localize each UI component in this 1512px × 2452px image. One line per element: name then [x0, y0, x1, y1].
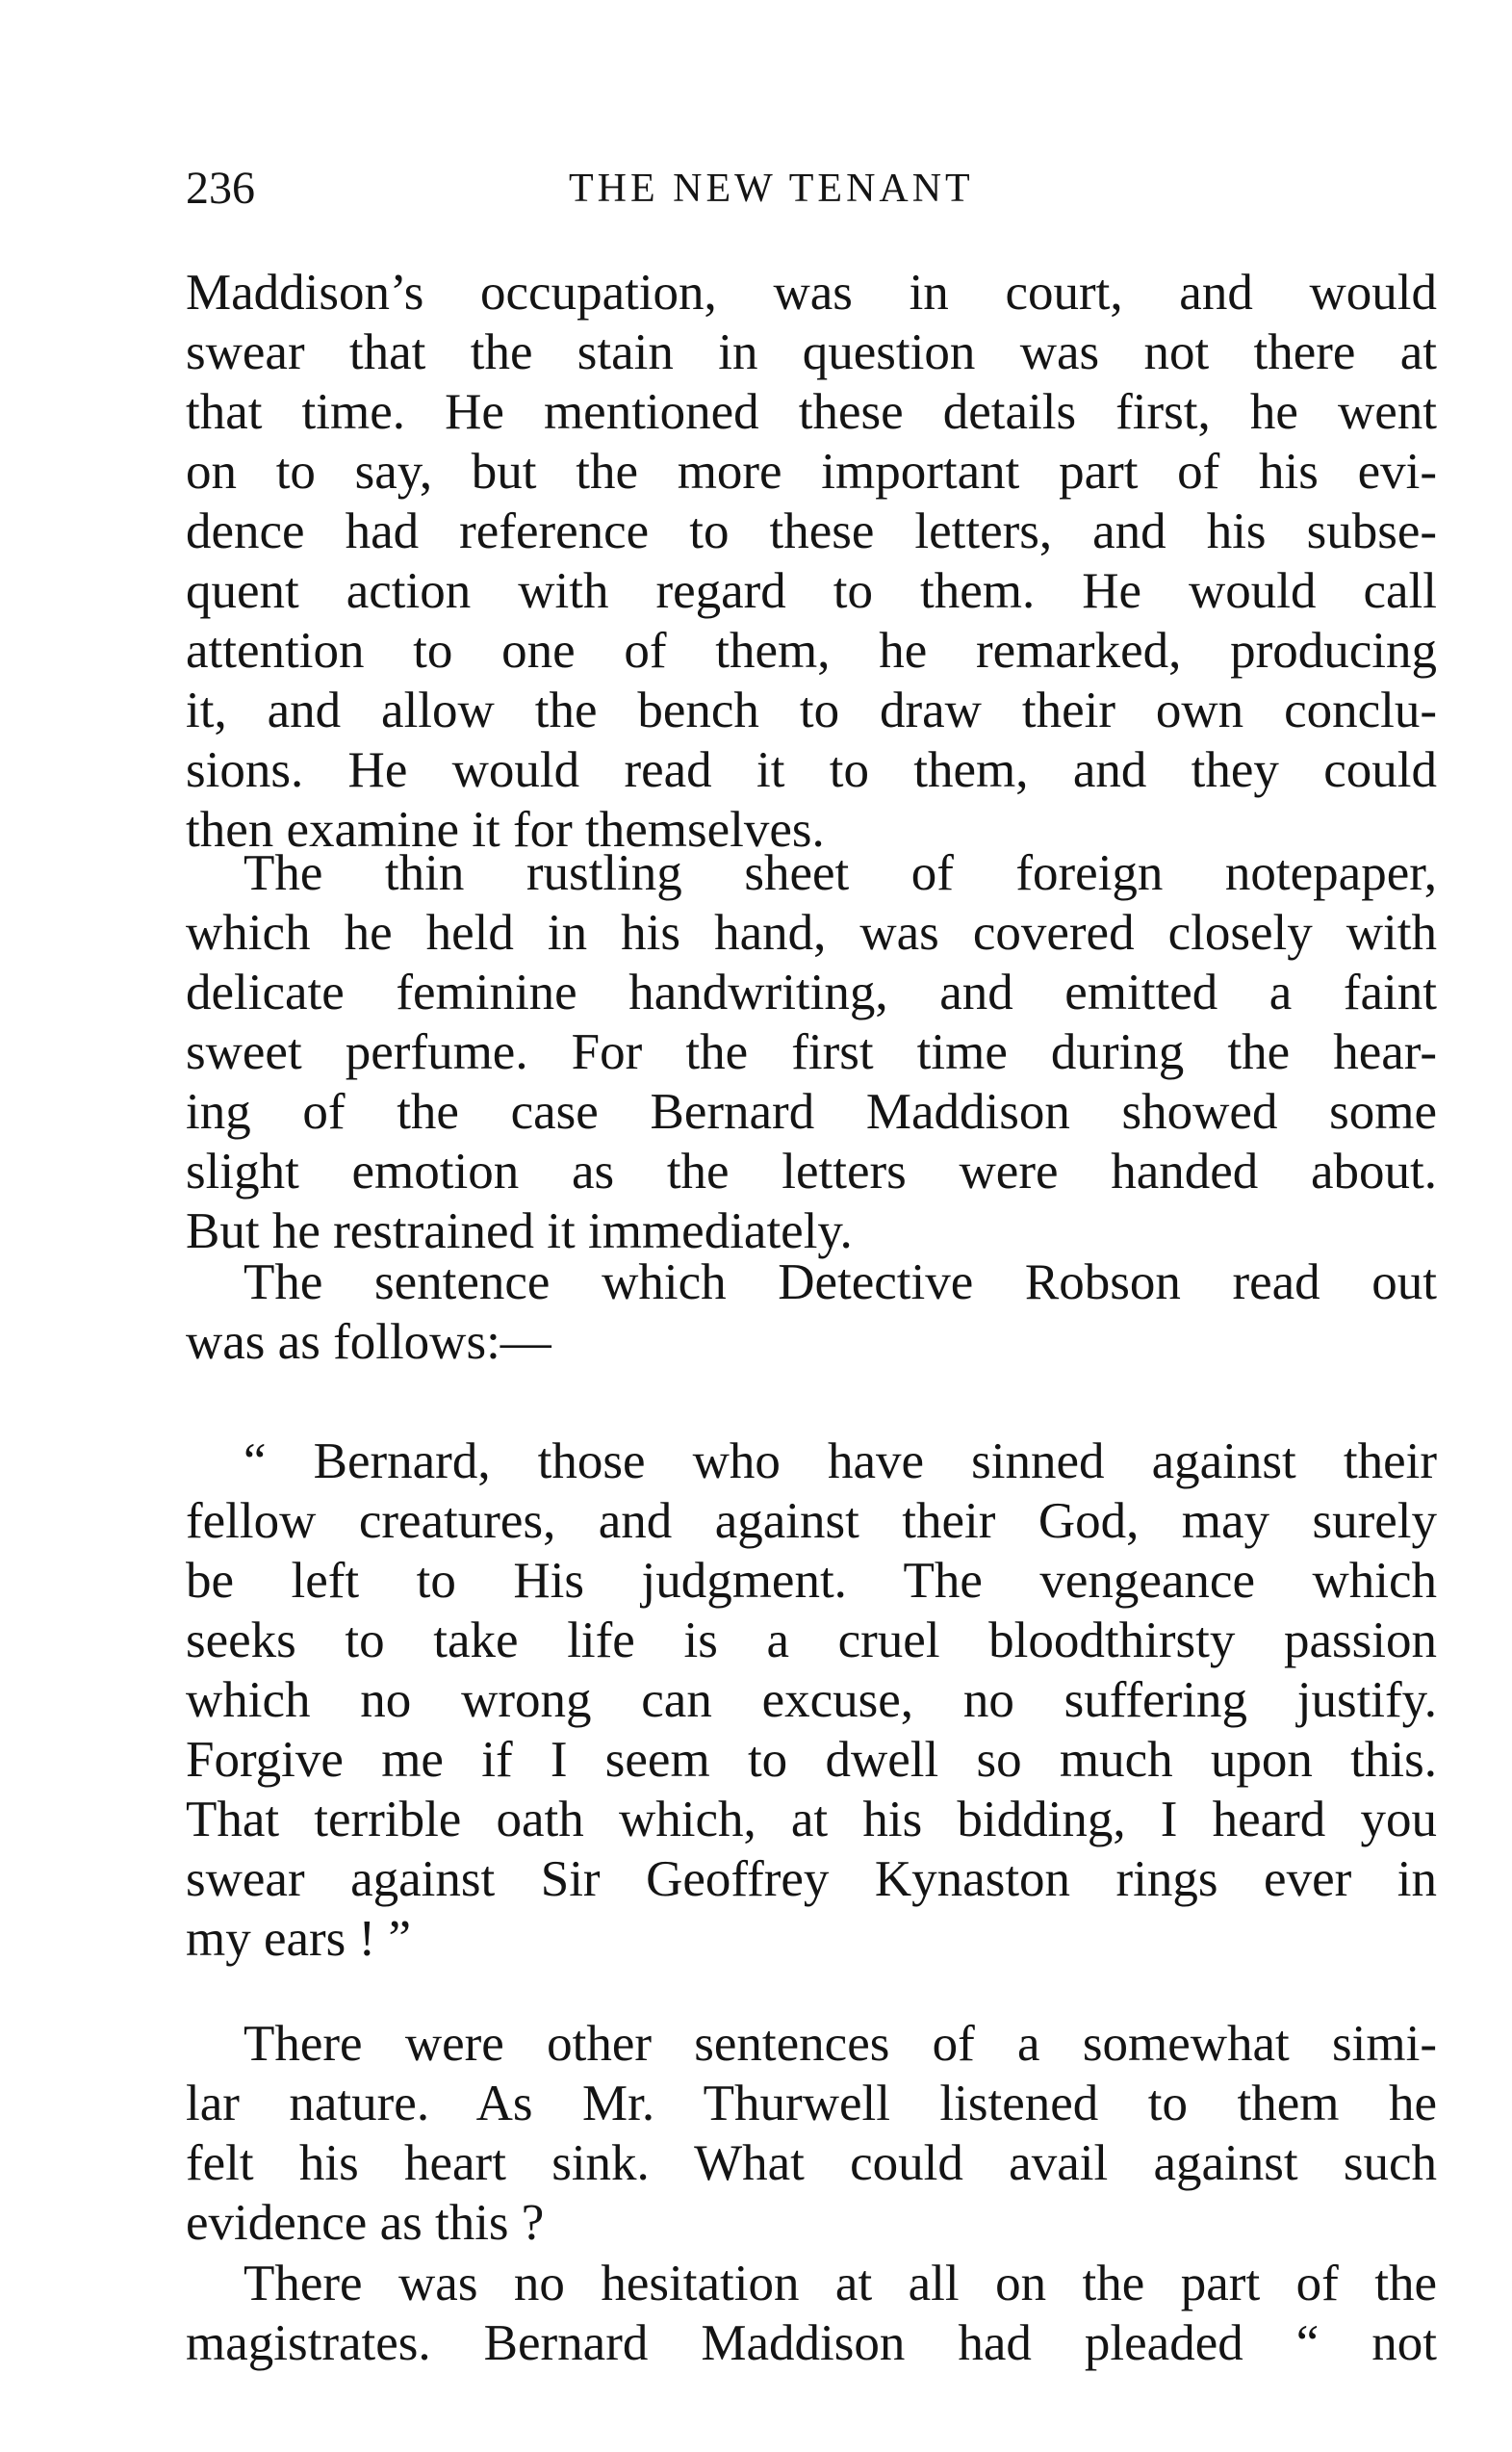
text-line: Forgive me if I seem to dwell so much upon this.	[186, 1732, 1437, 1788]
text-line: felt his heart sink. What could avail against such	[186, 2135, 1437, 2191]
text-line: The thin rustling sheet of foreign notepaper,	[243, 845, 1437, 901]
text-line: seeks to take life is a cruel bloodthirsty passion	[186, 1613, 1437, 1668]
text-line: sions. He would read it to them, and they could	[186, 742, 1437, 798]
text-line: attention to one of them, he remarked, producing	[186, 623, 1437, 679]
text-line: fellow creatures, and against their God, may surely	[186, 1493, 1437, 1549]
quoted-letter	[186, 1432, 1437, 1969]
text-line: There were other sentences of a somewhat simi-	[243, 2016, 1437, 2072]
text-line: that time. He mentioned these details first, he went	[186, 384, 1437, 440]
running-head	[186, 162, 1437, 229]
paragraph-continuation	[186, 263, 1437, 860]
text-line: Maddison’s occupation, was in court, and would	[186, 265, 1437, 321]
text-line: magistrates. Bernard Maddison had pleaded “ not	[186, 2315, 1437, 2371]
text-line: was as follows:—	[186, 1314, 551, 1370]
text-line: ing of the case Bernard Maddison showed some	[186, 1084, 1437, 1140]
text-line: on to say, but the more important part of his evi-	[186, 444, 1437, 500]
paragraph-notepaper	[186, 843, 1437, 1261]
paragraph-magistrates	[186, 2254, 1437, 2373]
text-line: quent action with regard to them. He would call	[186, 563, 1437, 619]
text-line: which he held in his hand, was covered closely with	[186, 905, 1437, 961]
text-line: be left to His judgment. The vengeance which	[186, 1553, 1437, 1609]
text-line: There was no hesitation at all on the part of the	[243, 2256, 1437, 2311]
text-line: which no wrong can excuse, no suffering justify.	[186, 1672, 1437, 1728]
text-line: That terrible oath which, at his bidding, I heard you	[186, 1792, 1437, 1847]
text-line: it, and allow the bench to draw their own conclu-	[186, 683, 1437, 738]
text-line: swear against Sir Geoffrey Kynaston rings ever in	[186, 1851, 1437, 1907]
text-line: swear that the stain in question was not there at	[186, 324, 1437, 380]
text-line: lar nature. As Mr. Thurwell listened to them he	[186, 2076, 1437, 2131]
paragraph-sentence-intro	[186, 1252, 1437, 1372]
text-line: But he restrained it immediately.	[186, 1203, 853, 1259]
text-line: delicate feminine handwriting, and emitted a faint	[186, 965, 1437, 1020]
text-line: The sentence which Detective Robson read out	[243, 1254, 1437, 1310]
page-number: 236	[186, 163, 255, 214]
text-line: “ Bernard, those who have sinned against their	[243, 1433, 1437, 1489]
text-line: evidence as this ?	[186, 2195, 545, 2251]
text-line: my ears ! ”	[186, 1911, 411, 1967]
text-line: dence had reference to these letters, and his subse-	[186, 503, 1437, 559]
paragraph-other-sentences	[186, 2014, 1437, 2253]
text-line: then examine it for themselves.	[186, 802, 825, 858]
text-line: slight emotion as the letters were handed about.	[186, 1144, 1437, 1200]
text-line: sweet perfume. For the first time during the hear-	[186, 1024, 1437, 1080]
running-title: THE NEW TENANT	[569, 167, 974, 211]
